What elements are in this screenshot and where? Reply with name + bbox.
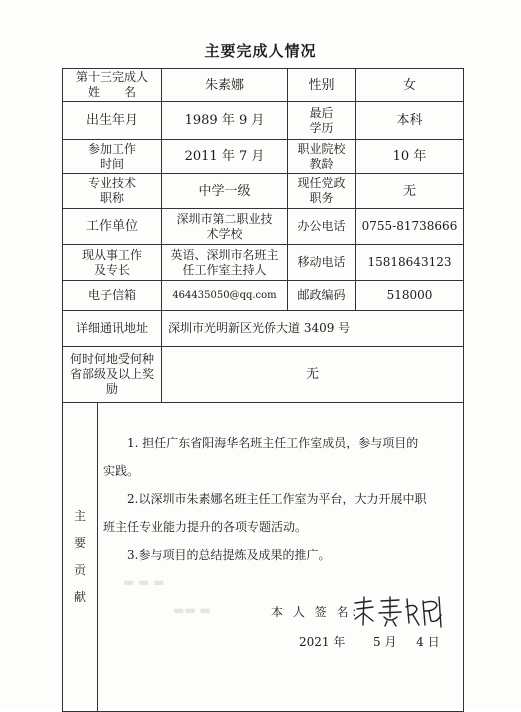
office-phone-value: 0755-81738666	[356, 209, 464, 245]
specialty-value-cell	[162, 245, 288, 281]
specialty-label-line-2: 及专长	[93, 262, 130, 277]
work-time-value: 2011 年 7 月	[162, 140, 288, 174]
table-row	[63, 281, 464, 311]
education-value: 本科	[356, 102, 464, 140]
contributions-text	[103, 429, 453, 569]
contribution-item-3-line-1: 3.参与项目的总结提炼及成果的推广。	[127, 548, 331, 562]
work-time-label-cell	[63, 140, 162, 174]
tech-title-label-line-2: 职称	[99, 191, 124, 205]
page-title: 主要完成人情况	[204, 42, 317, 60]
contributions-label-char: 要	[73, 536, 86, 550]
award-label-cell	[63, 347, 162, 403]
work-time-label-line-1: 参加工作	[87, 141, 136, 156]
contribution-item-1-line-1: 1. 担任广东省阳海华名班主任工作室成员，参与项目的	[127, 436, 419, 450]
specialty-value-line-2: 任工作室主持人	[182, 262, 267, 277]
signature-date	[299, 635, 440, 650]
work-unit-value-line-2: 术学校	[206, 226, 243, 241]
name-label-line-2: 姓 名	[87, 85, 136, 99]
contributions-label	[63, 403, 98, 711]
info-table	[62, 68, 464, 712]
birth-label: 出生年月	[63, 102, 162, 140]
name-label-cell	[63, 69, 162, 102]
education-label-line-1: 最后	[309, 105, 334, 120]
teaching-age-label-line-1: 职业院校	[297, 141, 346, 156]
tech-title-label-line-1: 专业技术	[87, 176, 136, 190]
office-phone-label: 办公电话	[288, 209, 356, 245]
gender-value: 女	[356, 69, 464, 102]
name-label-line-1: 第十三完成人	[75, 70, 148, 84]
specialty-value-line-1: 英语、深圳市名班主	[170, 247, 279, 262]
date-day: 4 日	[416, 635, 440, 649]
signature-label: 本 人 签 名：	[271, 605, 367, 619]
contributions-label-char: 贡	[73, 563, 86, 577]
table-row	[63, 347, 464, 403]
teaching-age-label-line-2: 教龄	[309, 156, 334, 171]
education-label-line-2: 学历	[309, 120, 334, 135]
table-row	[63, 245, 464, 281]
party-post-label-line-2: 职务	[309, 191, 334, 205]
table-row	[63, 174, 464, 209]
specialty-label-cell	[63, 245, 162, 281]
work-unit-value-cell	[162, 209, 288, 245]
award-label-line-3: 励	[105, 382, 118, 396]
bleed-through-mark: ▬▬ ▬	[173, 603, 211, 617]
postal-code-value: 518000	[356, 281, 464, 311]
award-value: 无	[162, 347, 464, 403]
party-post-label-cell	[288, 174, 356, 209]
contribution-item-2-line-2: 班主任专业能力提升的各项专题活动。	[103, 520, 308, 534]
email-value: 464435050@qq.com	[162, 281, 288, 311]
mobile-value: 15818643123	[356, 245, 464, 281]
signature-area	[253, 593, 463, 633]
date-year: 2021 年	[299, 635, 346, 649]
education-label-cell	[288, 102, 356, 140]
address-value: 深圳市光明新区光侨大道 3409 号	[162, 311, 464, 347]
postal-code-label: 邮政编码	[288, 281, 356, 311]
specialty-label-line-1: 现从事工作	[81, 247, 142, 262]
name-value: 朱素娜	[162, 69, 288, 102]
contribution-item-2-line-1: 2.以深圳市朱素娜名班主任工作室为平台，大力开展中职	[127, 492, 427, 506]
contributions-label-char: 主	[73, 509, 86, 523]
table-row	[63, 102, 464, 140]
mobile-label: 移动电话	[288, 245, 356, 281]
table-row	[63, 209, 464, 245]
bleed-through-mark: ▬ ▬ ▬	[123, 575, 165, 589]
teaching-age-value: 10 年	[356, 140, 464, 174]
contribution-item-1-line-2: 实践。	[103, 464, 140, 478]
table-row	[63, 403, 464, 712]
table-row	[63, 69, 464, 102]
work-time-label-line-2: 时间	[99, 156, 124, 171]
party-post-label-line-1: 现任党政	[297, 176, 346, 190]
teaching-age-label-cell	[288, 140, 356, 174]
work-unit-label: 工作单位	[63, 209, 162, 245]
award-label-line-1: 何时何地受何种	[69, 352, 154, 366]
gender-label: 性别	[288, 69, 356, 102]
handwritten-signature	[351, 593, 447, 629]
work-unit-value-line-1: 深圳市第二职业技	[176, 211, 273, 226]
birth-value: 1989 年 9 月	[162, 102, 288, 140]
party-post-value: 无	[356, 174, 464, 209]
table-row	[63, 311, 464, 347]
contributions-label-char: 献	[73, 590, 86, 604]
address-label: 详细通讯地址	[63, 311, 162, 347]
tech-title-value: 中学一级	[162, 174, 288, 209]
contributions-cell	[63, 403, 464, 712]
date-month: 5 月	[373, 635, 397, 649]
table-row	[63, 140, 464, 174]
email-label: 电子信箱	[63, 281, 162, 311]
award-label-line-2: 省部级及以上奖	[69, 367, 154, 381]
tech-title-label-cell	[63, 174, 162, 209]
